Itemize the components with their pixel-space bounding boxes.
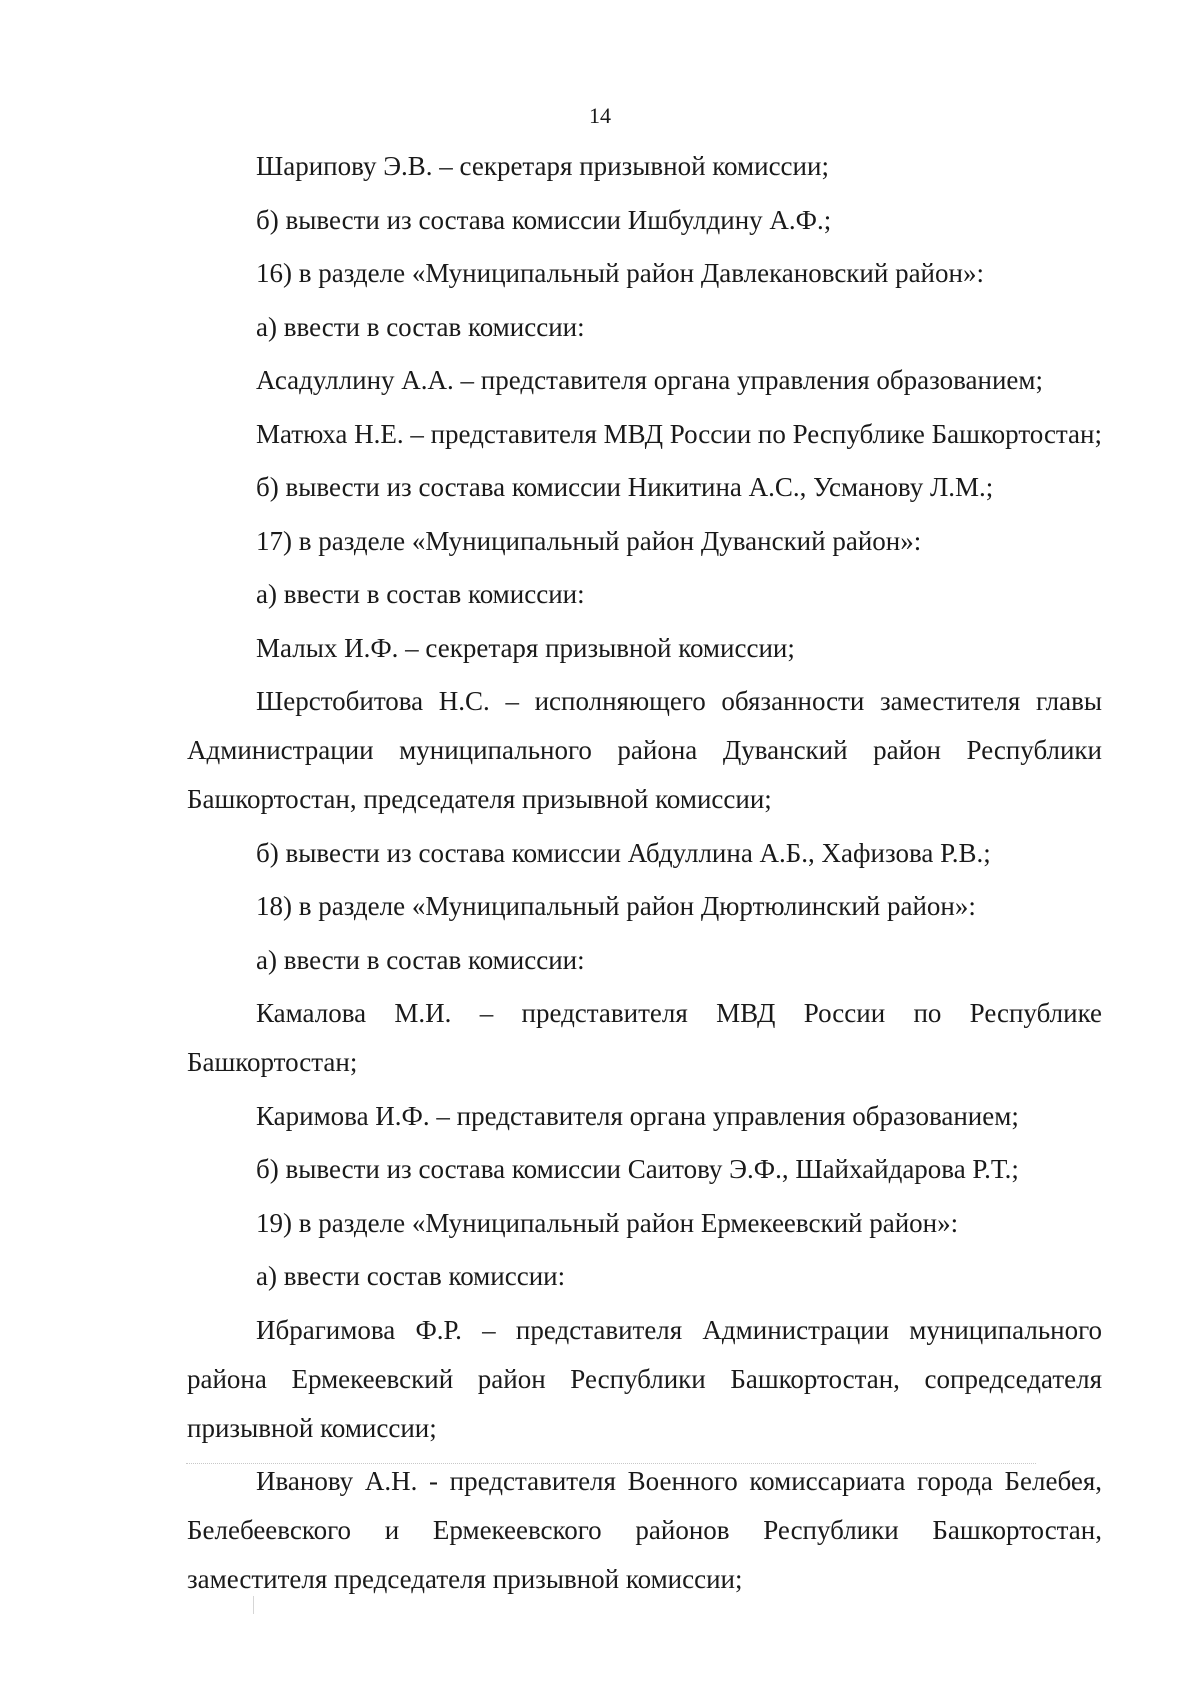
paragraph: Асадуллину А.А. – представителя органа управления образованием; [256,365,1043,395]
paragraph: Шерстобитова Н.С. – исполняющего обязанности заместителя главы Администрации муниципального района Дуванский район Республики Башкортостан, председателя призывной комиссии; [187,686,1102,814]
paragraph: б) вывести из состава комиссии Ишбулдину А.Ф.; [256,204,832,235]
page-number: 14 [589,103,611,128]
document-body [187,142,1102,1609]
paragraph: а) ввести состав комиссии: [256,1261,566,1291]
paragraph: б) вывести из состава комиссии Абдуллина А.Б., Хафизова Р.В.; [256,837,991,868]
paragraph: Малых И.Ф. – секретаря призывной комиссии; [256,632,795,663]
paragraph: б) вывести из состава комиссии Никитина А.С., Усманову Л.М.; [256,472,994,502]
paragraph: 18) в разделе «Муниципальный район Дюртюлинский район»: [256,891,976,921]
paragraph: 17) в разделе «Муниципальный район Дуванский район»: [256,525,922,556]
scan-artifact-mark [253,1596,254,1614]
paragraph: а) ввести в состав комиссии: [256,579,585,609]
paragraph: 16) в разделе «Муниципальный район Давлекановский район»: [256,258,984,288]
paragraph: б) вывести из состава комиссии Саитову Э.Ф., Шайхайдарова Р.Т.; [256,1154,1019,1184]
scan-artifact-line [186,1463,1036,1464]
paragraph: Шарипову Э.В. – секретаря призывной комиссии; [256,151,829,181]
paragraph: Матюха Н.Е. – представителя МВД России по Республике Башкортостан; [256,418,1102,449]
paragraph: Иванову А.Н. - представителя Военного комиссариата города Белебея, Белебеевского и Ермекеевского районов Республики Башкортостан, заместителя председателя призывной комиссии; [187,1466,1102,1594]
paragraph: Каримова И.Ф. – представителя органа управления образованием; [256,1100,1019,1131]
paragraph: а) ввести в состав комиссии: [256,311,585,342]
paragraph: 19) в разделе «Муниципальный район Ермекеевский район»: [256,1207,959,1238]
paragraph: Камалова М.И. – представителя МВД России по Республике Башкортостан; [187,998,1102,1077]
paragraph: Ибрагимова Ф.Р. – представителя Администрации муниципального района Ермекеевский район Республики Башкортостан, сопредседателя призывной комиссии; [187,1314,1102,1443]
paragraph: а) ввести в состав комиссии: [256,944,585,975]
